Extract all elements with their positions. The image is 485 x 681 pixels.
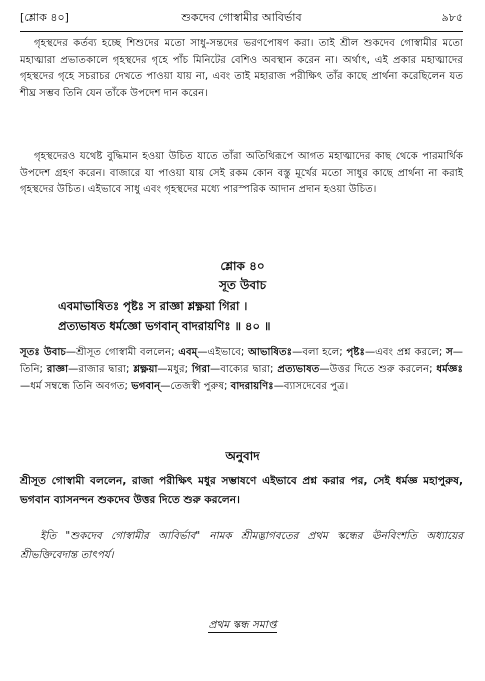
verse-line-1: এবমাভাষিতঃ পৃষ্টঃ স রাজ্ঞা শ্লক্ষ্ণয়া গিরা । — [58, 299, 248, 313]
header-chapter-title: শুকদেব গোস্বামীর আবির্ভাব — [181, 11, 302, 24]
synonym-meaning: রাজার দ্বারা; — [78, 364, 130, 375]
synonym-meaning: তেজস্বী পুরুষ; — [170, 381, 228, 392]
synonym-term: রাজ্ঞা — [46, 364, 69, 375]
header-divider — [20, 31, 463, 32]
verse-speaker: সূত উবাচ — [218, 278, 267, 292]
synonym-term: প্রত্যভাষত — [277, 364, 320, 375]
synonym-term: শ্লক্ষ্ণয়া — [133, 364, 158, 375]
synonym-term: ভগবান্ — [131, 381, 161, 392]
synonym-meaning: বাক্যের দ্বারা; — [220, 364, 274, 375]
synonym-meaning: তিনি; — [20, 364, 43, 375]
synonym-meaning: এইভাবে; — [207, 347, 245, 358]
synonym-term: পৃষ্টঃ — [346, 347, 365, 358]
header-verse-ref: [শ্লোক ৪০] — [20, 11, 69, 24]
synonym-meaning: উত্তর দিতে শুরু করলেন; — [329, 364, 433, 375]
synonym-term: সূতঃ উবাচ — [20, 347, 66, 358]
synonym-meaning: ধর্ম সম্বন্ধে তিনি অবগত; — [30, 381, 128, 392]
translation-heading: অনুবাদ — [225, 449, 260, 463]
synonym-meaning: এবং প্রশ্ন করলে; — [375, 347, 443, 358]
purport-paragraph-1: গৃহস্থদের কর্তব্য হচ্ছে শিশুদের মতো সাধু-সন্তদের ভরণপোষণ করা। তাই শ্রীল শুকদেব গোস্বামীর মতো মহাত্মারা প্রভাতকালে গৃহস্থদের গৃহে পাঁচ মিনিটের বেশিও অবস্থান করেন না। অর্থাৎ, এই প্রকার মহাত্মাদের গৃহস্থদের গৃহে সচরাচর দেখতে পাওয়া যায় না, এবং তাই মহারাজ পরীক্ষিৎ তাঁর কাছে প্রার্থনা করেছিলেন যত শীঘ্র সম্ভব তিনি যেন তাঁকে উপদেশ দান করেন। — [20, 38, 463, 99]
synonym-term: স — [446, 347, 453, 358]
synonym-term: গিরা — [191, 364, 211, 375]
synonym-meaning: মধুর; — [167, 364, 188, 375]
translation-text: শ্রীসূত গোস্বামী বললেন, রাজা পরীক্ষিৎ মধুর সম্ভাষণে এইভাবে প্রশ্ন করার পর, সেই ধর্মজ্ঞ মহাপুরুষ, ভগবান ব্যাসনন্দন শুকদেব উত্তর দিতে শুরু করলেন। — [20, 475, 463, 506]
canto-end-text: প্রথম স্কন্ধ সমাপ্ত — [208, 619, 277, 631]
canto-end-footer — [0, 618, 485, 635]
synonym-term: এবম্ — [178, 347, 198, 358]
synonym-meaning: শ্রীসূত গোস্বামী বললেন; — [76, 347, 175, 358]
synonym-meaning: ব্যাসদেবের পুত্র। — [283, 381, 349, 392]
synonym-meaning: বলা হলে; — [302, 347, 343, 358]
purport-paragraph-2: গৃহস্থদেরও যথেষ্ট বুদ্ধিমান হওয়া উচিত যাতে তাঁরা অতিথিরূপে আগত মহাত্মাদের কাছ থেকে পারমার্থিক উপদেশ গ্রহণ করেন। বাজারে যা পাওয়া যায় সেই রকম কোন বস্তু মূর্খের মতো সাধুর কাছে প্রার্থনা না করাই গৃহস্থদের উচিত। এইভাবে সাধু এবং গৃহস্থদের মধ্যে পারস্পরিক আদান প্রদান হওয়া উচিত। — [20, 151, 463, 195]
header-page-number: ৯৮৫ — [441, 11, 463, 24]
chapter-colophon: ইতি "শুকদেব গোস্বামীর আবির্ভাব" নামক শ্রীমদ্ভাগবতের প্রথম স্কন্ধের ঊনবিংশতি অধ্যায়ের শ্রীভক্তিবেদান্ত তাৎপর্য। — [20, 530, 463, 561]
verse-number: শ্লোক ৪০ — [220, 259, 265, 273]
synonym-term: আভাষিতঃ — [248, 347, 293, 358]
synonym-term: ধর্মজ্ঞঃ — [436, 364, 463, 375]
verse-line-2: প্রত্যভাষত ধর্মজ্ঞো ভগবান্ বাদরায়ণিঃ ॥ ৪০ ॥ — [58, 319, 271, 333]
running-header — [20, 8, 463, 28]
synonym-term: বাদরায়ণিঃ — [230, 381, 274, 392]
word-for-word-synonyms: সূতঃ উবাচ—শ্রীসূত গোস্বামী বললেন; এবম্—এইভাবে; আভাষিতঃ—বলা হলে; পৃষ্টঃ—এবং প্রশ্ন করলে; স—তিনি; রাজ্ঞা—রাজার দ্বারা; শ্লক্ষ্ণয়া—মধুর; গিরা—বাক্যের দ্বারা; প্রত্যভাষত—উত্তর দিতে শুরু করলেন; ধর্মজ্ঞঃ—ধর্ম সম্বন্ধে তিনি অবগত; ভগবান্—তেজস্বী পুরুষ; বাদরায়ণিঃ—ব্যাসদেবের পুত্র। — [20, 347, 463, 392]
